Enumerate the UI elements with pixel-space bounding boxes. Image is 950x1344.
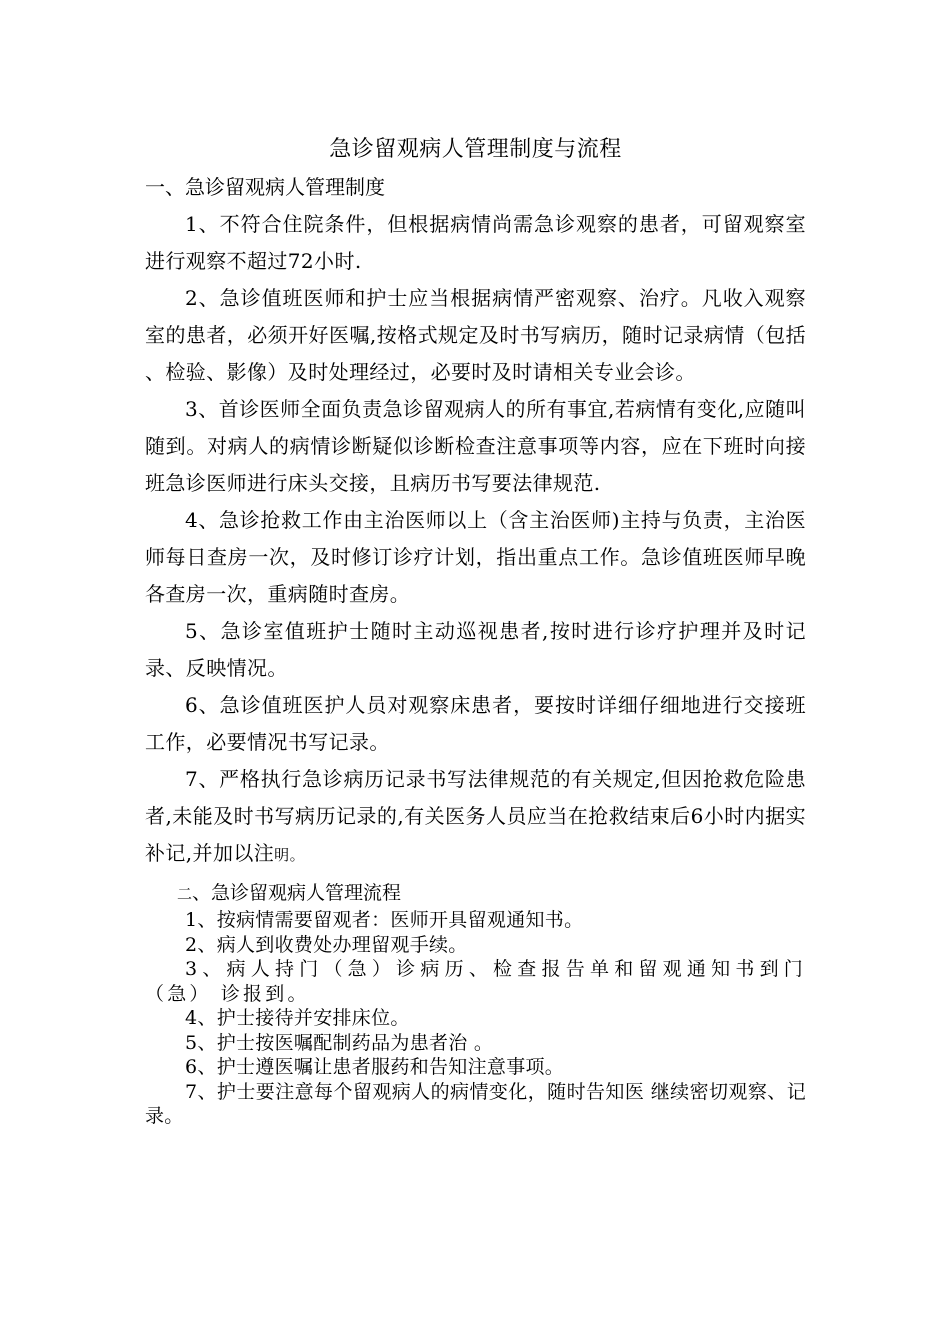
rules-list <box>145 206 806 874</box>
rule-item-5: 5、急诊室值班护士随时主动巡视患者,按时进行诊疗护理并及时记录、反映情况。 <box>145 619 806 680</box>
process-step-6: 6、护士遵医嘱让患者服药和告知注意事项。 <box>185 1056 565 1078</box>
rule-item-6: 6、急诊值班医护人员对观察床患者，要按时详细仔细地进行交接班工作，必要情况书写记录。 <box>145 693 806 754</box>
process-heading-number: 二 <box>177 885 193 903</box>
process-section <box>145 880 806 1129</box>
process-step-1: 1、按病情需要留观者：医师开具留观通知书。 <box>185 909 584 931</box>
rule-item-7-tail: 明。 <box>274 846 305 864</box>
rules-section <box>145 170 806 874</box>
document-title: 急诊留观病人管理制度与流程 <box>329 137 622 162</box>
process-step-3: 3、病人持门（急）诊病历、检查报告单和留观通知书到门（急） 诊报到。 <box>145 958 806 1005</box>
process-heading-text: 、急诊留观病人管理流程 <box>192 882 402 904</box>
process-heading <box>145 880 806 908</box>
process-step-4: 4、护士接待并安排床位。 <box>185 1007 410 1029</box>
rule-item-3: 3、首诊医师全面负责急诊留观病人的所有事宜,若病情有变化,应随叫随到。对病人的病情诊断疑似诊断检查注意事项等内容，应在下班时向接班急诊医师进行床头交接，且病历书写要法律规范. <box>145 397 806 495</box>
rules-heading: 一、急诊留观病人管理制度 <box>145 175 385 199</box>
process-step-5: 5、护士按医嘱配制药品为患者治 。 <box>185 1031 494 1054</box>
process-step-7: 7、护士要注意每个留观病人的病情变化，随时告知医 继续密切观察、记录。 <box>145 1080 806 1127</box>
rule-item-1: 1、不符合住院条件，但根据病情尚需急诊观察的患者，可留观察室进行观察不超过72小时. <box>145 212 806 273</box>
rule-item-7 <box>145 761 806 874</box>
rule-item-2: 2、急诊值班医师和护士应当根据病情严密观察、治疗。凡收入观察室的患者，必须开好医嘱,按格式规定及时书写病历，随时记录病情（包括 、检验、影像）及时处理经过，必要时及时请相关专业会诊。 <box>145 286 806 384</box>
rule-item-7-text: 7、严格执行急诊病历记录书写法律规范的有关规定,但因抢救危险患者,未能及时书写病历记录的,有关医务人员应当在抢救结束后6小时内据实补记,并加以注 <box>145 767 806 865</box>
process-step-2: 2、病人到收费处办理留观手续。 <box>185 933 468 956</box>
rule-item-4: 4、急诊抢救工作由主治医师以上（含主治医师)主持与负责，主治医师每日查房一次，及时修订诊疗计划，指出重点工作。急诊值班医师早晚各查房一次，重病随时查房。 <box>145 508 806 606</box>
